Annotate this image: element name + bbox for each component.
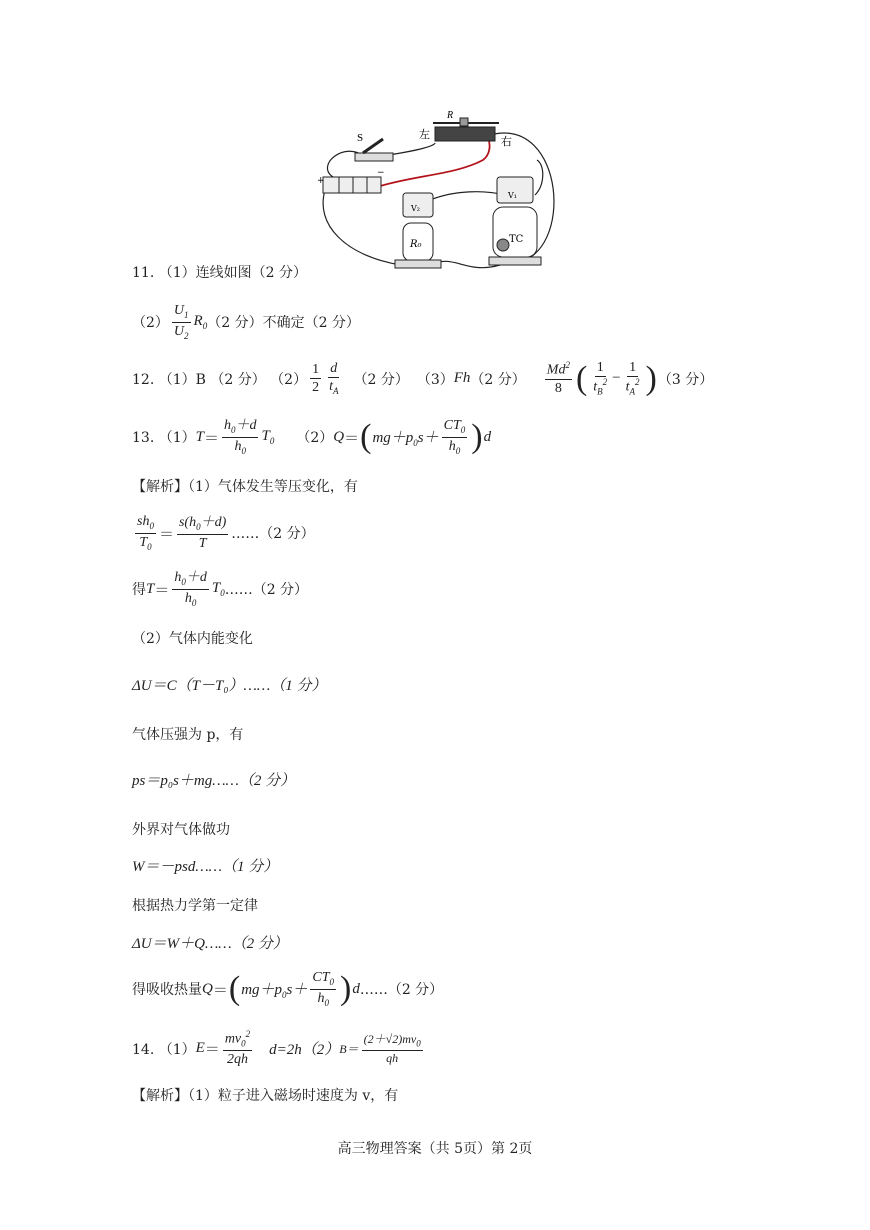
battery-minus: − [377, 168, 385, 178]
q11-line1: 11. （1）连线如图（2 分） [132, 265, 307, 281]
label-left: 左 [419, 128, 430, 141]
q14-analysis: 【解析】（1）粒子进入磁场时速度为 v，有 [132, 1088, 399, 1104]
label-s: S [357, 132, 364, 144]
q12-line: 12. （1）B （2 分） （2） $\frac{1}{2}$ $\frac{d}{t_A}$ （2 分） （3） Fh （2 分） $\frac{Md^2}{8}$ ( $\frac{1}{t_B^2}$ − $\frac{1}{t_A^2}$ ) （3 分） [132, 359, 714, 397]
label-v2: V₂ [411, 204, 420, 213]
q13-eq2: 得 T ＝ $\frac{h_0+d}{h_0}$ $T_0$ ……（2 分） [132, 570, 309, 608]
label-right: 右 [501, 135, 512, 148]
switch [355, 153, 393, 161]
q13-p4: 外界对气体做功 [132, 822, 230, 838]
frac-u1-u2: $\frac{U_1}{U_2}$ [173, 303, 189, 341]
q13-p5: 根据热力学第一定律 [132, 898, 258, 914]
q13-eq7: 得吸收热量 Q ＝ ( $mg+p_0s+$ $\frac{CT_0}{h_0}$ ) d ……（2 分） [132, 970, 444, 1008]
q13-eq6: ΔU＝W＋Q……（2 分） [132, 936, 288, 952]
q13-p3: 气体压强为 p，有 [132, 727, 244, 743]
q13-eq1: $\frac{sh_0}{T_0}$ ＝ $\frac{s(h_0+d)}{T}$ ……（2 分） [137, 514, 315, 552]
battery-plus: + [317, 176, 325, 186]
q13-p2: （2）气体内能变化 [132, 631, 253, 647]
q13-eq5: W＝－psd……（1 分） [132, 859, 279, 875]
circuit-diagram [305, 105, 565, 275]
q13-analysis: 【解析】（1）气体发生等压变化，有 [132, 479, 358, 495]
rheostat [435, 127, 495, 141]
q14-answer: 14. （1） E ＝ $\frac{mv_0^2}{2qh}$ d=2h（2） B＝ $\frac{(2+√2)mv_0}{qh}$ [132, 1029, 421, 1068]
label-r0: R₀ [410, 239, 422, 250]
label-v1: V₁ [508, 191, 517, 200]
battery [323, 177, 381, 193]
q13-eq3: ΔU＝C（T－T₀）……（1 分） [132, 678, 327, 694]
q13-eq4: ps＝p₀s＋mg……（2 分） [132, 773, 296, 789]
label-r: R [447, 110, 454, 121]
page-footer: 高三物理答案（共 5页）第 2页 [337, 1141, 533, 1157]
label-tc: TC [509, 234, 524, 245]
q13-answer: 13. （1） T ＝ $\frac{h_0+d}{h_0}$ $T_0$ （2） Q ＝ ( $mg+p_0s+$ $\frac{CT_0}{h_0}$ ) d [132, 418, 492, 456]
q11-line2: （2） $\frac{U_1}{U_2}$ $R_0$ （2 分）不确定（2 分） [132, 303, 360, 341]
